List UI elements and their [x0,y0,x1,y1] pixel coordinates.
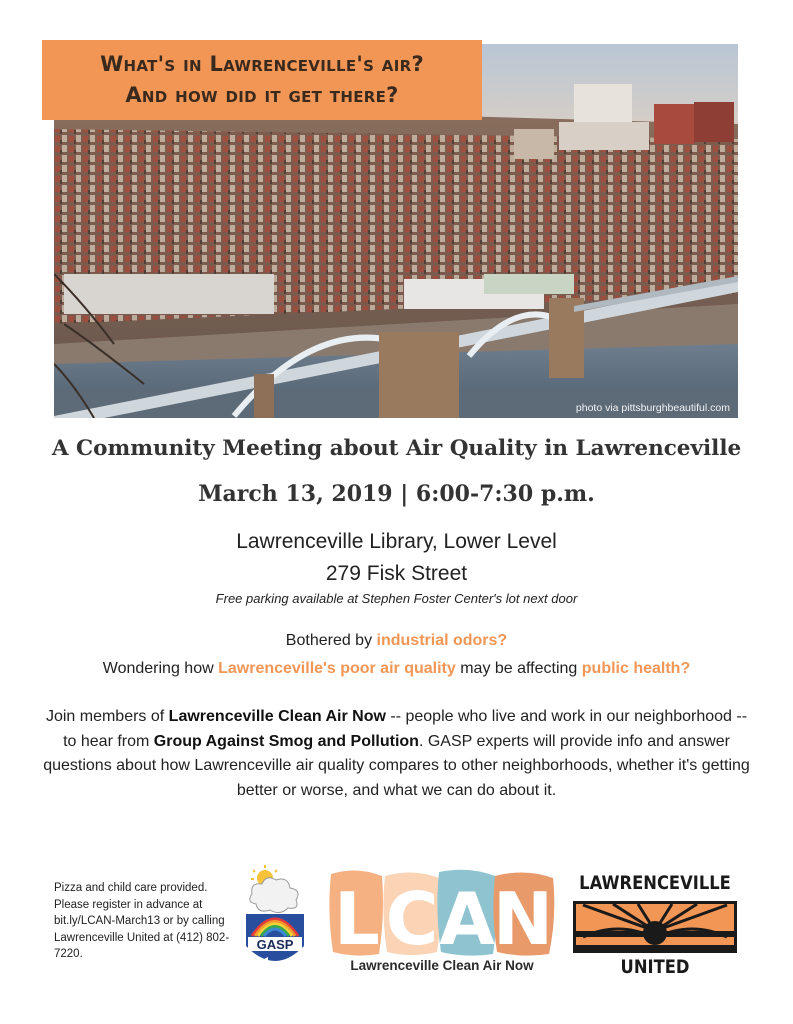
venue-name: Lawrenceville Library, Lower Level [236,530,557,553]
description-paragraph [40,705,753,803]
question-1-prefix: Bothered by [285,632,377,649]
question-2-highlight-2: public health? [581,660,691,677]
description-lcan-bold: Lawrenceville Clean Air Now [168,708,386,725]
venue-address: 279 Fisk Street [325,562,468,585]
lcan-letters-graphic [327,866,557,958]
photo-credit: photo via pittsburghbeautiful.com [575,402,730,414]
questions-block [0,627,793,683]
lawrenceville-united-logo [566,872,744,982]
lcan-letter-l: L [334,877,380,958]
gasp-logo-text: GASP [256,937,294,952]
description-part-3: . GASP experts will provide info and answer questions about how Lawrenceville air quality compares to other neighborhoods, whether it's getting better or worse, and what we can do about it. [43,732,750,799]
lcan-logo [327,866,557,978]
gasp-emblem-icon [240,864,310,979]
question-2-prefix: Wondering how [102,660,219,677]
event-datetime: March 13, 2019 | 6:00-7:30 p.m. [198,481,595,507]
question-2 [0,655,793,683]
lcan-letter-a: A [439,877,495,958]
question-2-middle: may be affecting [455,660,582,677]
description-part-2: -- people who live and work in our neighborhood -- to hear from [63,708,748,750]
lu-logo-bottom-text: UNITED [620,956,690,978]
event-venue [0,526,793,590]
description-gasp-bold: Group Against Smog and Pollution [153,732,419,750]
parking-note: Free parking available at Stephen Foster Center's lot next door [215,591,578,606]
question-2-highlight-1: Lawrenceville's poor air quality [218,660,456,677]
lu-logo-top-text: LAWRENCEVILLE [579,872,731,894]
banner-line-1: What's in Lawrenceville's air? [100,52,424,76]
gasp-logo [240,864,310,979]
lcan-letter-c: C [385,877,439,958]
registration-note: Pizza and child care provided. Please register in advance at bit.ly/LCAN-March13 or by calling Lawrenceville United at (412) 802-7220. [54,882,230,960]
description-part-1: Join members of [45,708,169,725]
title-banner [42,40,482,120]
lcan-tagline: Lawrenceville Clean Air Now [350,958,534,973]
question-1-highlight: industrial odors? [376,632,508,649]
sunrise-bridge-icon [573,901,737,953]
question-1 [0,627,793,655]
banner-line-2: And how did it get there? [125,83,399,107]
lcan-letter-n: N [492,877,554,958]
event-headline: A Community Meeting about Air Quality in Lawrenceville [51,436,742,461]
